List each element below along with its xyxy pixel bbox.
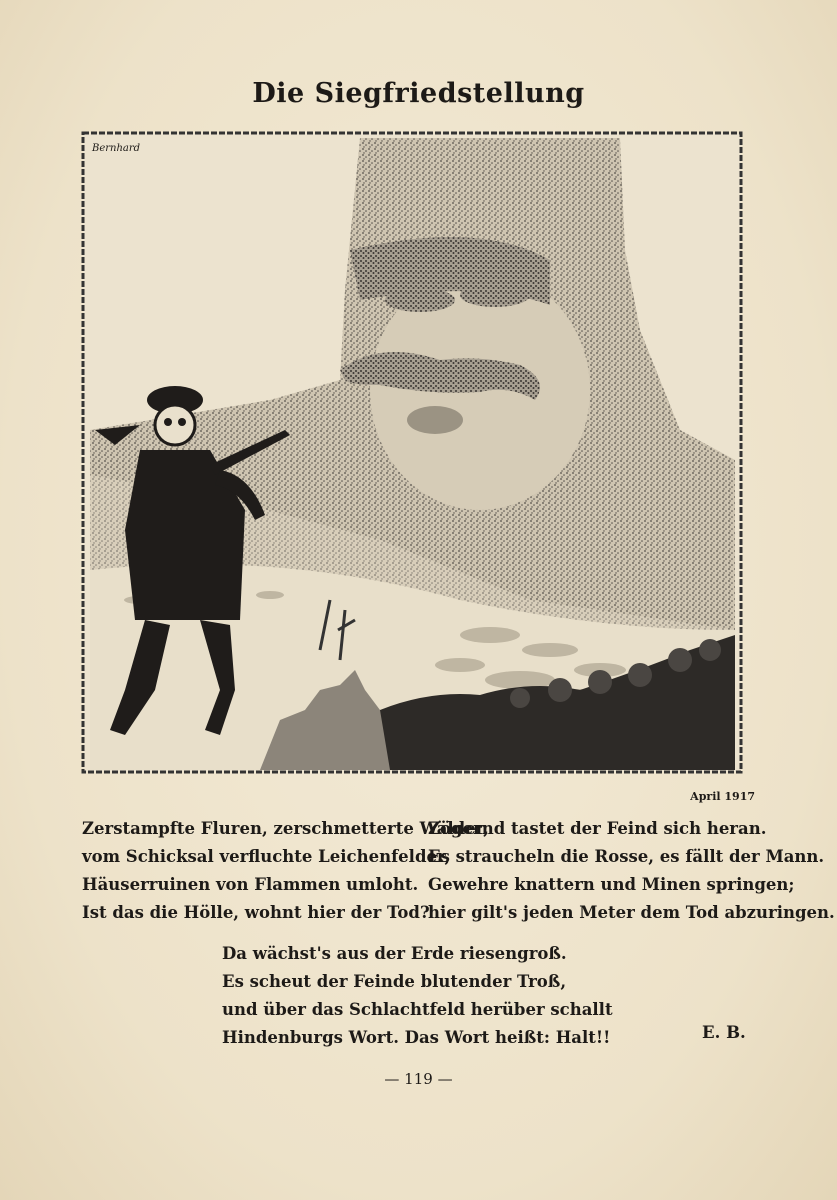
author-initials: E. B. xyxy=(702,1023,746,1042)
verse-line: Hindenburgs Wort. Das Wort heißt: Halt!! xyxy=(222,1028,611,1047)
verse-line: Es scheut der Feinde blutender Troß, xyxy=(222,972,567,991)
artwork-date: April 1917 xyxy=(690,790,755,803)
page-number: — 119 — xyxy=(384,1070,453,1088)
verse-right-column xyxy=(428,815,835,927)
verse-line: Zerstampfte Fluren, zerschmetterte Wälder, xyxy=(82,819,489,838)
verse-line: Zögernd tastet der Feind sich heran. xyxy=(428,819,767,838)
verse-line: vom Schicksal verfluchte Leichenfelder, xyxy=(82,847,451,866)
verse-line: Es straucheln die Rosse, es fällt der Mann. xyxy=(428,847,825,866)
lithograph-illustration xyxy=(80,130,744,775)
verse-line: Häuserruinen von Flammen umloht. xyxy=(82,875,419,894)
page-title: Die Siegfriedstellung xyxy=(252,78,585,109)
verse-line: Gewehre knattern und Minen springen; xyxy=(428,875,795,894)
verse-line: Da wächst's aus der Erde riesengroß. xyxy=(222,944,567,963)
verse-line: hier gilt's jeden Meter dem Tod abzuringen. xyxy=(428,903,835,922)
verse-center-stanza xyxy=(222,940,613,1052)
artist-signature: Bernhard xyxy=(92,143,141,154)
verse-line: Ist das die Hölle, wohnt hier der Tod? xyxy=(82,903,430,922)
verse-line: und über das Schlachtfeld herüber schallt xyxy=(222,1000,613,1019)
